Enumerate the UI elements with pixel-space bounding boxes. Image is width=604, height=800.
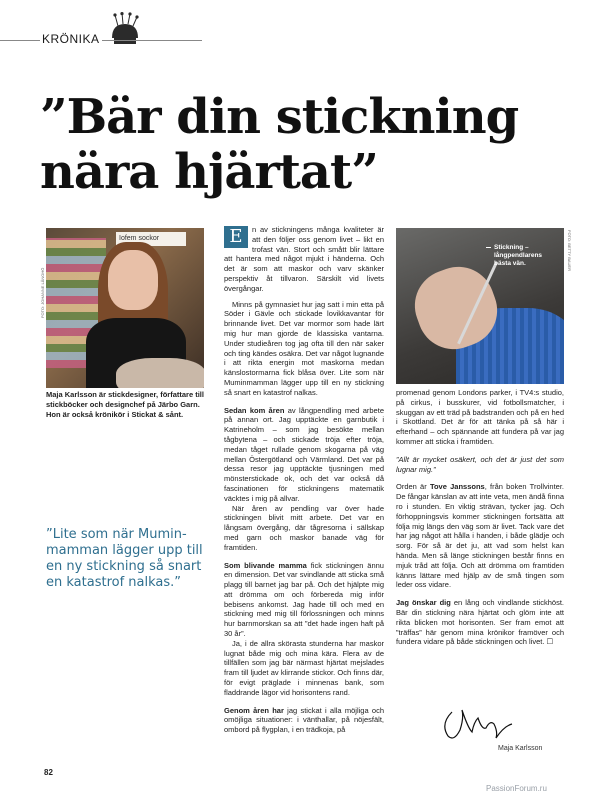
headline-line-2: nära hjärtat” [40,144,378,200]
author-name: Tove Janssons [429,482,485,492]
photo-credit-1: FOTO: JOHANNE LÅNOHÖ [40,267,45,318]
paragraph: Ja, i de allra skörasta stunderna har maskor lugnat både mig och mina kära. Flera av de tillfällen som jag bär närmast hjärtat mejslades fram till ljudet av klirrande stickor. Och finns där, för evigt präglade i minnenas bank, som fladdrande lägor vid horisontens rand. [224,638,384,697]
headline-line-1: ”Bär din stickning [40,89,519,145]
handwritten-signature [438,704,528,744]
quote-text: ”Allt är mycket osäkert, och det är just det som lugnar mig.” [396,454,564,474]
text-column-2 [396,388,564,718]
section-label: KRÖNIKA [42,32,100,46]
paragraph [396,598,564,647]
knitting-photo [396,228,564,384]
paragraph-text: en lång och vindlande stickhöst. Bär din stickning nära hjärtat och glöm inte att rikta blicken mot horisonten. Ser fram emot att ”träffas” här genom mina krönikor framöver och fundera vidare på både stickningen och livet. ☐ [396,598,565,647]
paragraph [224,406,384,504]
paragraph [224,706,384,735]
paragraph-intro [224,225,384,294]
paragraph-lead: Sedan kom åren [224,405,285,415]
text-column-1 [224,225,384,755]
paragraph-text: av långpendling med arbete på annan ort. Jag upptäckte en garnbutik i Katrineholm – som jag besökte mellan tågbytena – och stickade tröja efter tröja, medan tåget rullade genom skogarna på väg mellan Östergötland och Värmland. Det var på dessa resor jag upptäckte tjusningen med mönsterstickade ok, och det var också då fascinationen för stickningens matematik väcktes i mig på allvar. [224,405,384,503]
pincushion-icon [108,12,142,48]
photo-caption-2: Stickning – långpendlarens bästa vän. [494,244,560,268]
section-rule-left [0,40,40,41]
photo-credit-2: FOTO: BETTY BAUER [567,230,572,271]
pull-quote: ”Lite som när Mumin-mamman lägger upp till en ny stickning så snart en katastrof nalkas.” [46,527,203,590]
drop-cap: E [224,226,248,248]
photo-caption-1: Maja Karlsson är stickdesigner, författare till stickböcker och designchef på Järbo Garn. Hon är också krönikör i Stickat & sånt. [46,390,204,419]
paragraph-lead: Som blivande mamma [224,560,307,570]
paragraph-lead: Genom åren har [224,705,284,715]
page-number: 82 [44,768,53,777]
paragraph-lead: Jag önskar dig [396,598,451,608]
knitwear-pile-graphic [116,358,204,388]
paragraph: När åren av pendling var över hade stickningen blivit mitt arbete. Det var en långsam övergång, där tågresorna i sällskap med garn och maskor banade väg för framtiden. [224,503,384,552]
paragraph: promenad genom Londons parker, i TV4:s studio, på cirkus, i busskurer, vid fotbollsmatcher, i skuggan av ett träd på badstranden och på en hed i Skottland. Det är för att tänka på så här i efterhand – och spännande att fundera på var jag kommer att sticka i framtiden. [396,388,564,446]
headline [40,90,580,200]
paragraph-text: n av stickningens många kvaliteter är att den följer oss genom livet – likt en trofast vän. Stort och smått blir lättare att hantera med något mjukt i händerna. Och det är som att maskor och varv skänker perspektiv åt tillvaron. Särskilt vid livets övergångar. [224,225,384,293]
paragraph [224,561,384,639]
paragraph [396,482,564,590]
paragraph-text: Orden är [396,482,430,492]
paragraph-text: , från boken Trollvinter. De fångar känslan av att inte veta, men ändå finna ro i stunden. En viktig strävan, tycker jag. Och förhoppningsvis kommer stickningen fortsätta att följa mig längs den väg som är livet. Tack vare det har jag något att hålla i handen, i både glädje och sorg. För så är det ju, att vad som helst kan hända. Men så länge stickningen består finns en mjuk tråd att följa. Och att drömma om framtiden känns lättare med hjälp av de små tingen som leder oss vidare. [396,482,564,590]
paragraph-text: fick stickningen ännu en dimension. Det var svindlande att sticka små plagg till barnet jag bar på. Och det hjälpte mig att drömma om och förbereda mig inför bebisens ankomst. Jag hade till och med en stickning med mig till förlossningen och minns hur barnmorskan sa att ”det hade ingen haft på 30 år”. [224,560,384,639]
portrait-photo [46,228,204,388]
watermark: PassionForum.ru [486,784,547,793]
section-rule-right [102,40,202,41]
face-graphic [108,250,158,310]
paragraph-text: jag stickat i alla möjliga och omöjliga situationer: i vänthallar, på nöjesfält, ombord på flygplan, i en trädkoja, på [224,705,384,735]
shop-sign: Iofem sockor [116,232,186,246]
paragraph: Minns på gymnasiet hur jag satt i min etta på Söder i Gävle och stickade lovikkavantar för brinnande livet. Det var mormor som hade lärt mig hur man gjorde de klassiska vantarna. Under studieåren tog jag ofta till den när saker och ting kändes osäkra. Det var något lugnande i att rikta energin mot maskorna medan känslostormarna fick blåsa över. Lite som när Muminmamman lägger upp till en ny stickning så snart en katastrof nalkas. [224,299,384,397]
signature-name: Maja Karlsson [498,745,543,752]
